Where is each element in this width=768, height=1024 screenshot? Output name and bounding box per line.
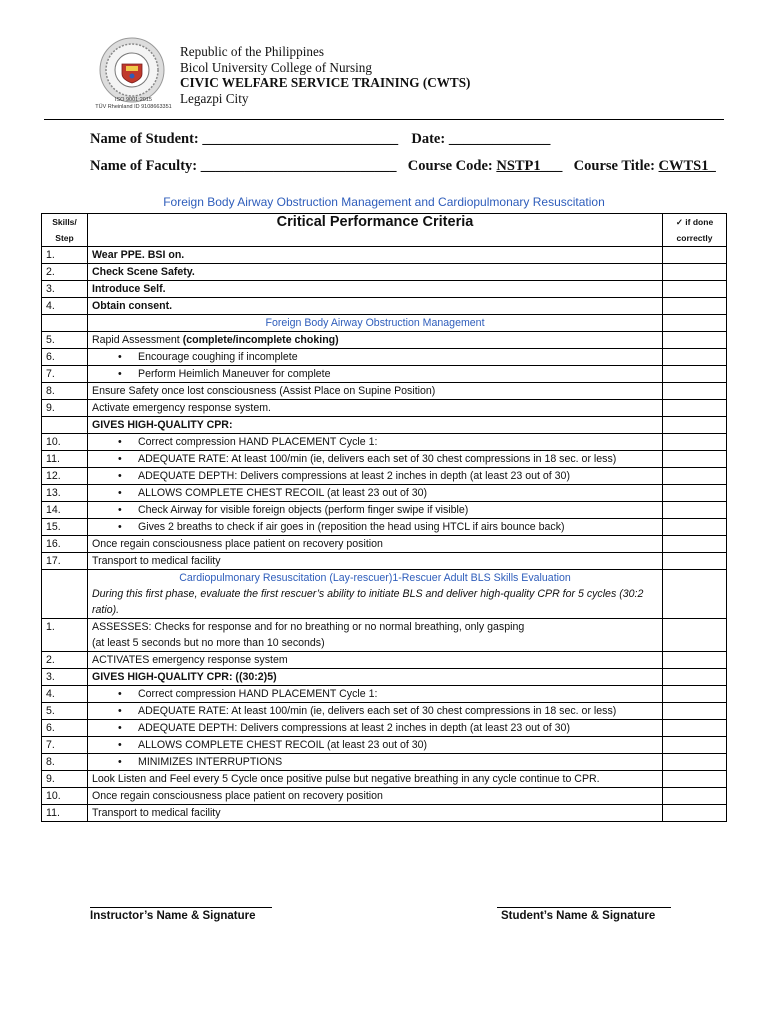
criteria-text (88, 451, 663, 468)
header-criteria: Critical Performance Criteria (88, 214, 663, 247)
section-title: Cardiopulmonary Resuscitation (Lay-rescuer)1-Rescuer Adult BLS Skills Evaluation (179, 572, 571, 584)
step-number (42, 315, 88, 332)
table-row (42, 298, 727, 315)
student-name-field[interactable]: Name of Student: ___________________________ (90, 131, 399, 147)
table-row (42, 451, 727, 468)
criteria-text (88, 619, 663, 652)
criteria-text: Ensure Safety once lost consciousness (Assist Place on Supine Position) (88, 383, 663, 400)
table-row (42, 703, 727, 720)
check-cell[interactable] (663, 553, 727, 570)
table-row (42, 485, 727, 502)
criteria-table (41, 213, 727, 822)
instructor-signature-line[interactable] (90, 907, 272, 908)
table-row (42, 805, 727, 822)
criteria-text: Once regain consciousness place patient on recovery position (88, 788, 663, 805)
check-cell[interactable] (663, 737, 727, 754)
step-number: 12. (42, 468, 88, 485)
bullet-item: • ALLOWS COMPLETE CHEST RECOIL (at least 23 out of 30) (92, 737, 427, 753)
step-number: 2. (42, 264, 88, 281)
criteria-text (88, 519, 663, 536)
table-row (42, 788, 727, 805)
step-number: 5. (42, 703, 88, 720)
course-title-value: CWTS1_ (658, 158, 716, 174)
section-instructions: During this first phase, evaluate the first rescuer’s ability to initiate BLS and deliver high-quality CPR for 5 cycles (30:2 ratio). (92, 588, 644, 616)
header-country: Republic of the Philippines (180, 44, 324, 59)
check-cell[interactable] (663, 669, 727, 686)
bullet-item: • ADEQUATE DEPTH: Delivers compressions at least 2 inches in depth (at least 23 out of 30) (92, 468, 570, 484)
table-row (42, 652, 727, 669)
criteria-text (88, 502, 663, 519)
table-row (42, 536, 727, 553)
step-number: 9. (42, 400, 88, 417)
instructor-signature-label: Instructor’s Name & Signature (90, 910, 256, 922)
table-row (42, 737, 727, 754)
check-cell[interactable] (663, 383, 727, 400)
check-cell[interactable] (663, 502, 727, 519)
header-program: CIVIC WELFARE SERVICE TRAINING (CWTS) (180, 75, 471, 91)
check-cell[interactable] (663, 536, 727, 553)
bullet-item: • Encourage coughing if incomplete (92, 349, 298, 365)
criteria-text (88, 332, 663, 349)
step-number: 7. (42, 737, 88, 754)
iso-certification (86, 97, 181, 111)
check-cell[interactable] (663, 771, 727, 788)
table-row (42, 669, 727, 686)
check-cell[interactable] (663, 788, 727, 805)
document-title: Foreign Body Airway Obstruction Management and Cardiopulmonary Resuscitation (163, 195, 605, 209)
criteria-text (88, 485, 663, 502)
table-row (42, 771, 727, 788)
check-cell[interactable] (663, 754, 727, 771)
check-cell[interactable] (663, 264, 727, 281)
bullet-item: • Correct compression HAND PLACEMENT Cycle 1: (92, 686, 377, 702)
criteria-text (88, 686, 663, 703)
course-title-label: Course Title: (573, 158, 655, 174)
check-cell[interactable] (663, 349, 727, 366)
step-number: 10. (42, 434, 88, 451)
criteria-text: Obtain consent. (88, 298, 663, 315)
criteria-text (88, 349, 663, 366)
table-row (42, 553, 727, 570)
table-row (42, 502, 727, 519)
header-college: Bicol University College of Nursing (180, 59, 372, 75)
table-row (42, 383, 727, 400)
criteria-text (88, 434, 663, 451)
check-cell[interactable] (663, 451, 727, 468)
criteria-line: ASSESSES: Checks for response and for no breathing or no normal breathing, only gasping (92, 621, 525, 633)
bullet-item: • Correct compression HAND PLACEMENT Cycle 1: (92, 434, 377, 450)
criteria-text: GIVES HIGH-QUALITY CPR: ((30:2)5) (88, 669, 663, 686)
section-heading: Foreign Body Airway Obstruction Management (88, 315, 663, 332)
criteria-text: Transport to medical facility (88, 553, 663, 570)
step-number: 5. (42, 332, 88, 349)
step-number: 8. (42, 754, 88, 771)
step-number: 3. (42, 669, 88, 686)
faculty-name-field[interactable]: Name of Faculty: ___________________________ (90, 158, 397, 174)
header-city: Legazpi City (180, 91, 249, 107)
check-cell[interactable] (663, 720, 727, 737)
course-code-label: Course Code: (407, 158, 493, 174)
step-number: 13. (42, 485, 88, 502)
bullet-item: • ADEQUATE RATE: At least 100/min (ie, delivers each set of 30 chest compressions in 18 sec. or less) (92, 703, 616, 719)
course-code-value: NSTP1___ (496, 158, 563, 174)
criteria-line: (at least 5 seconds but no more than 10 seconds) (92, 637, 325, 649)
bullet-item: • Gives 2 breaths to check if air goes in (reposition the head using HTCL if airs bounce back) (92, 519, 565, 535)
step-number: 4. (42, 298, 88, 315)
step-number: 3. (42, 281, 88, 298)
criteria-text (88, 468, 663, 485)
table-row (42, 519, 727, 536)
header-check: ✓ if done correctly (663, 214, 727, 247)
table-row (42, 720, 727, 737)
step-number: 14. (42, 502, 88, 519)
table-row (42, 400, 727, 417)
criteria-text-part: Rapid Assessment (92, 334, 183, 346)
check-cell[interactable] (663, 298, 727, 315)
header-step: Skills/ Step (42, 214, 88, 247)
table-row (42, 264, 727, 281)
check-cell[interactable] (663, 417, 727, 434)
table-row (42, 349, 727, 366)
criteria-text: Once regain consciousness place patient on recovery position (88, 536, 663, 553)
date-field[interactable]: Date: ______________ (411, 131, 551, 147)
criteria-text (88, 703, 663, 720)
criteria-text (88, 720, 663, 737)
table-row (42, 332, 727, 349)
step-number: 1. (42, 247, 88, 264)
check-cell[interactable] (663, 485, 727, 502)
table-header-row (42, 214, 727, 247)
check-cell[interactable] (663, 247, 727, 264)
criteria-emphasis: (complete/incomplete choking) (182, 334, 339, 346)
criteria-text: GIVES HIGH-QUALITY CPR: (88, 417, 663, 434)
student-signature-line[interactable] (497, 907, 671, 908)
table-row (42, 247, 727, 264)
check-cell[interactable] (663, 805, 727, 822)
student-row (90, 131, 550, 148)
iso-line-1: ISO 9001:2015 (114, 97, 152, 103)
faculty-row (90, 158, 716, 175)
table-row (42, 434, 727, 451)
step-number: 6. (42, 349, 88, 366)
check-cell[interactable] (663, 400, 727, 417)
step-number: 9. (42, 771, 88, 788)
table-row (42, 281, 727, 298)
step-number: 10. (42, 788, 88, 805)
bullet-item: • ALLOWS COMPLETE CHEST RECOIL (at least 23 out of 30) (92, 485, 427, 501)
criteria-text: Look Listen and Feel every 5 Cycle once positive pulse but negative breathing in any cycle continue to CPR. (88, 771, 663, 788)
criteria-text: Wear PPE. BSI on. (88, 247, 663, 264)
criteria-text: ACTIVATES emergency response system (88, 652, 663, 669)
criteria-text: Transport to medical facility (88, 805, 663, 822)
table-row (42, 417, 727, 434)
section-heading (88, 570, 663, 619)
check-cell[interactable] (663, 366, 727, 383)
table-row (42, 686, 727, 703)
table-row (42, 754, 727, 771)
bullet-item: • ADEQUATE DEPTH: Delivers compressions at least 2 inches in depth (at least 23 out of 30) (92, 720, 570, 736)
student-signature-label: Student’s Name & Signature (501, 910, 656, 922)
bullet-item: • MINIMIZES INTERRUPTIONS (92, 754, 282, 770)
table-row (42, 468, 727, 485)
iso-line-2: TÜV Rheinland ID 9108663351 (95, 104, 172, 110)
check-cell[interactable] (663, 703, 727, 720)
table-section-row (42, 315, 727, 332)
check-cell[interactable] (663, 519, 727, 536)
check-cell[interactable] (663, 686, 727, 703)
check-cell[interactable] (663, 468, 727, 485)
criteria-text: Introduce Self. (88, 281, 663, 298)
step-number: 7. (42, 366, 88, 383)
criteria-text (88, 737, 663, 754)
step-number: 11. (42, 451, 88, 468)
check-cell[interactable] (663, 281, 727, 298)
table-row (42, 366, 727, 383)
check-cell[interactable] (663, 619, 727, 652)
step-number: 8. (42, 383, 88, 400)
step-number: 4. (42, 686, 88, 703)
check-cell[interactable] (663, 570, 727, 619)
step-number (42, 570, 88, 619)
check-cell[interactable] (663, 315, 727, 332)
step-number (42, 417, 88, 434)
bullet-item: • Check Airway for visible foreign objects (perform finger swipe if visible) (92, 502, 468, 518)
check-cell[interactable] (663, 652, 727, 669)
bullet-item: • Perform Heimlich Maneuver for complete (92, 366, 331, 382)
table-section-row (42, 570, 727, 619)
step-number: 16. (42, 536, 88, 553)
header-divider (44, 119, 724, 120)
bullet-item: • ADEQUATE RATE: At least 100/min (ie, delivers each set of 30 chest compressions in 18 sec. or less) (92, 451, 616, 467)
step-number: 17. (42, 553, 88, 570)
step-number: 15. (42, 519, 88, 536)
check-cell[interactable] (663, 332, 727, 349)
table-row (42, 619, 727, 652)
step-number: 6. (42, 720, 88, 737)
criteria-text: Activate emergency response system. (88, 400, 663, 417)
letterhead (180, 44, 470, 107)
step-number: 11. (42, 805, 88, 822)
criteria-text: Check Scene Safety. (88, 264, 663, 281)
criteria-text (88, 754, 663, 771)
step-number: 2. (42, 652, 88, 669)
step-number: 1. (42, 619, 88, 652)
criteria-text (88, 366, 663, 383)
check-cell[interactable] (663, 434, 727, 451)
